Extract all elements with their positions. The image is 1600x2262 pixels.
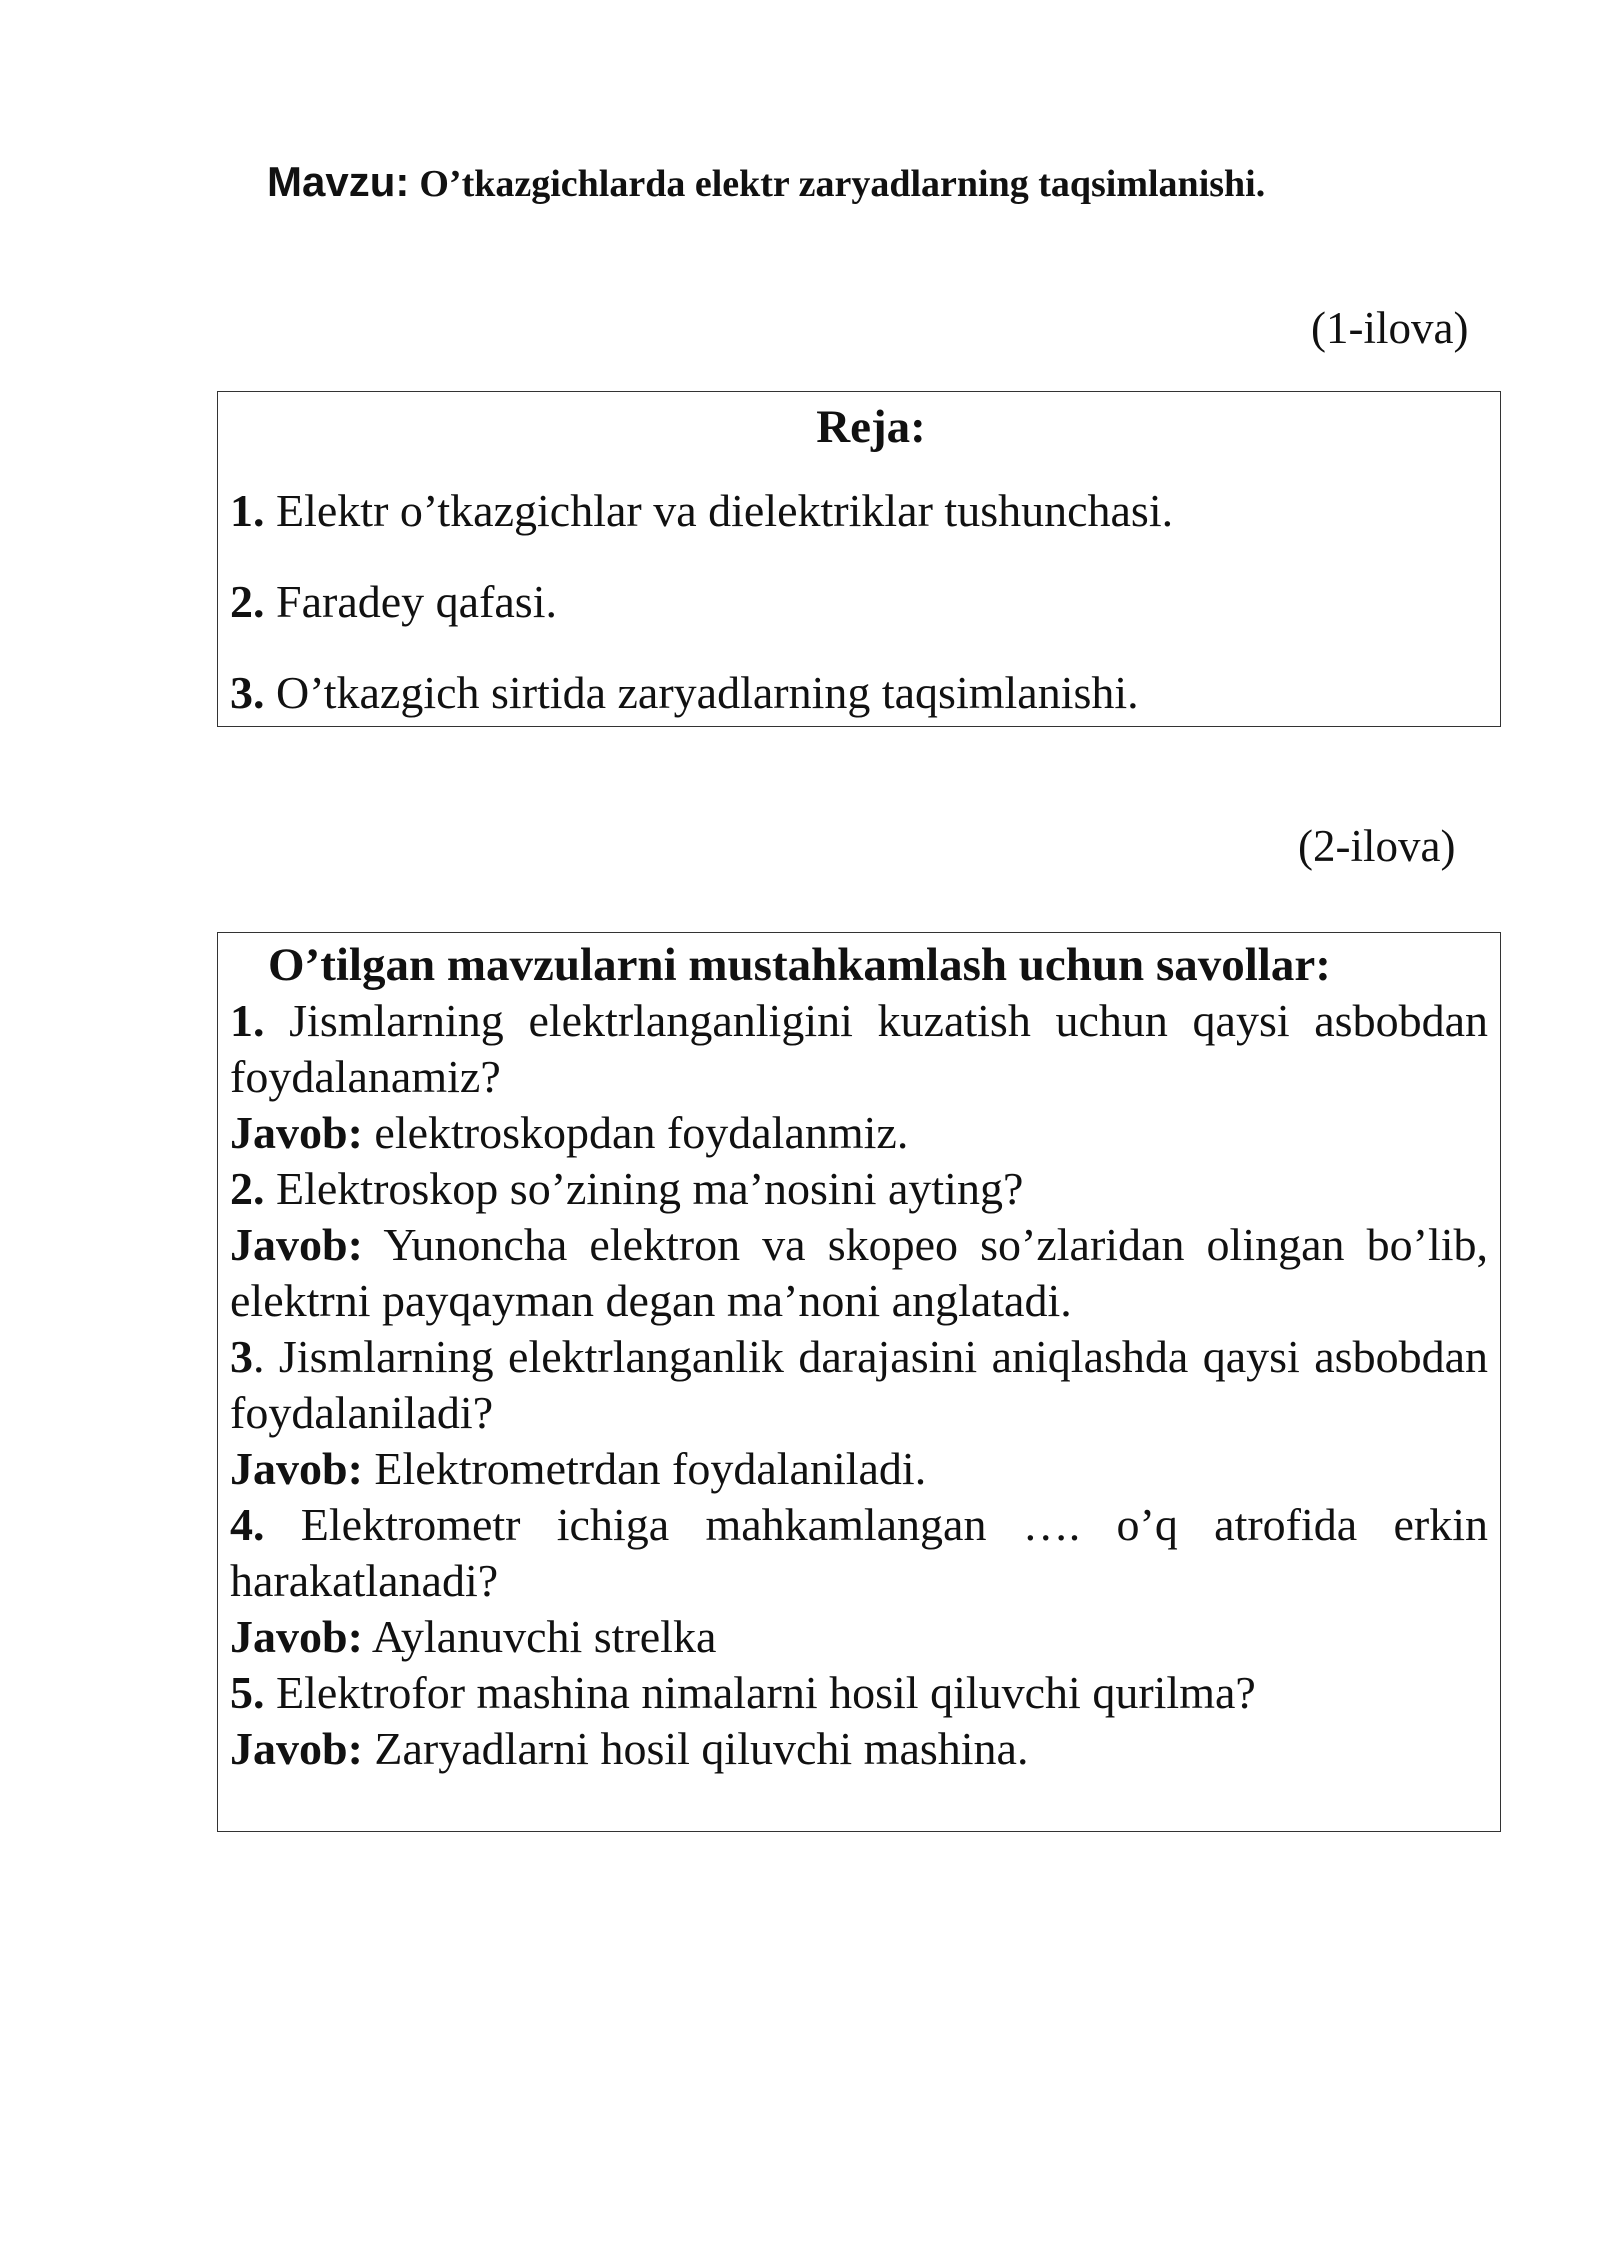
answer-item xyxy=(230,1441,1488,1497)
plan-item-text: Faradey qafasi. xyxy=(276,576,557,627)
question-text: Elektrometr ichiga mahkamlangan …. o’q atrofida erkin harakatlanadi? xyxy=(230,1499,1488,1606)
title-label: Mavzu: xyxy=(267,158,410,205)
appendix-1-label: (1-ilova) xyxy=(1311,303,1469,353)
answer-text: Elektrometrdan foydalaniladi. xyxy=(374,1443,927,1494)
question-number: 2. xyxy=(230,1163,265,1214)
answer-text: Aylanuvchi strelka xyxy=(371,1611,717,1662)
question-text: Elektrofor mashina nimalarni hosil qiluvchi qurilma? xyxy=(276,1667,1256,1718)
plan-item-number: 1. xyxy=(230,485,265,536)
answer-item xyxy=(230,1609,1488,1665)
question-number: 4. xyxy=(230,1499,265,1550)
question-text: Elektroskop so’zining ma’nosini ayting? xyxy=(276,1163,1024,1214)
plan-heading: Reja: xyxy=(816,401,926,453)
plan-item-number: 3. xyxy=(230,667,265,718)
answer-item xyxy=(230,1721,1488,1777)
question-item xyxy=(230,1665,1488,1721)
answer-label: Javob: xyxy=(230,1443,363,1494)
questions-list xyxy=(230,993,1488,1777)
answer-label: Javob: xyxy=(230,1219,363,1270)
questions-heading: O’tilgan mavzularni mustahkamlash uchun savollar: xyxy=(268,939,1331,991)
question-number: 5. xyxy=(230,1667,265,1718)
question-item xyxy=(230,993,1488,1105)
question-item xyxy=(230,1329,1488,1441)
answer-text: elektroskopdan foydalanmiz. xyxy=(374,1107,909,1158)
answer-label: Javob: xyxy=(230,1611,363,1662)
page-title xyxy=(267,158,1265,206)
question-number: 3 xyxy=(230,1331,253,1382)
answer-item xyxy=(230,1217,1488,1329)
question-text: . Jismlarning elektrlanganlik darajasini aniqlashda qaysi asbobdan foydalaniladi? xyxy=(230,1331,1488,1438)
answer-text: Yunoncha elektron va skopeo so’zlaridan olingan bo’lib, elektrni payqayman degan ma’noni anglatadi. xyxy=(230,1219,1489,1326)
answer-label: Javob: xyxy=(230,1723,363,1774)
question-item xyxy=(230,1497,1488,1609)
plan-item xyxy=(230,484,1173,537)
title-text: O’tkazgichlarda elektr zaryadlarning taqsimlanishi. xyxy=(419,163,1266,205)
plan-item xyxy=(230,666,1139,719)
questions-box xyxy=(217,932,1501,1832)
answer-item xyxy=(230,1105,1488,1161)
answer-text: Zaryadlarni hosil qiluvchi mashina. xyxy=(374,1723,1029,1774)
question-number: 1. xyxy=(230,995,265,1046)
plan-item xyxy=(230,575,557,628)
question-text: Jismlarning elektrlanganligini kuzatish uchun qaysi asbobdan foydalanamiz? xyxy=(230,995,1488,1102)
plan-box xyxy=(217,391,1501,727)
plan-item-number: 2. xyxy=(230,576,265,627)
plan-item-text: O’tkazgich sirtida zaryadlarning taqsimlanishi. xyxy=(276,667,1139,718)
plan-item-text: Elektr o’tkazgichlar va dielektriklar tushunchasi. xyxy=(276,485,1174,536)
question-item xyxy=(230,1161,1488,1217)
answer-label: Javob: xyxy=(230,1107,363,1158)
appendix-2-label: (2-ilova) xyxy=(1298,821,1456,871)
